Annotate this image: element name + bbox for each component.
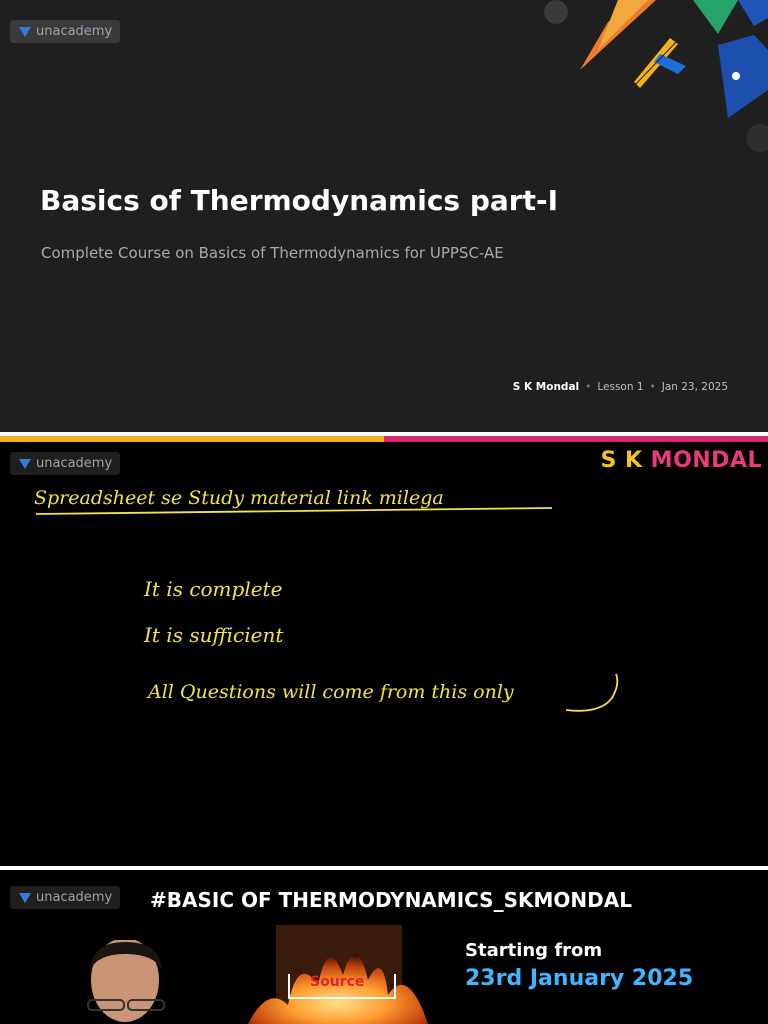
brand-surname: MONDAL — [650, 448, 762, 473]
course-title: Basics of Thermodynamics part-I — [40, 184, 558, 217]
lesson-number: Lesson 1 — [597, 381, 644, 393]
brand-initials: S K — [600, 448, 651, 473]
logo-text: unacademy — [36, 24, 113, 39]
unacademy-logo — [10, 886, 120, 909]
separator-dot: • — [649, 381, 656, 393]
course-hashtag: #BASIC OF THERMODYNAMICS_SKMONDAL — [150, 888, 632, 912]
lesson-meta — [513, 381, 728, 393]
source-label: Source — [310, 974, 365, 990]
start-date: 23rd January 2025 — [465, 966, 694, 991]
author-name: S K Mondal — [512, 381, 580, 393]
whiteboard-panel — [0, 436, 768, 866]
lesson-date: Jan 23, 2025 — [661, 381, 728, 393]
unacademy-logo-icon — [18, 892, 32, 904]
unacademy-logo — [10, 20, 120, 43]
starting-label: Starting from — [465, 940, 603, 961]
instructor-photo — [70, 940, 180, 1024]
promo-banner-panel — [0, 870, 768, 1024]
note-line-1: Spreadsheet se Study material link milega — [34, 487, 444, 509]
handwritten-notes — [0, 436, 768, 866]
logo-text: unacademy — [36, 456, 113, 471]
note-line-2: It is complete — [144, 577, 283, 601]
course-subtitle: Complete Course on Basics of Thermodynamics for UPPSC-AE — [41, 244, 504, 262]
decorative-shapes — [528, 0, 768, 170]
emphasis-stroke — [566, 674, 617, 711]
logo-text: unacademy — [36, 890, 113, 905]
unacademy-logo-icon — [18, 26, 32, 38]
note-line-3: It is sufficient — [144, 623, 284, 647]
course-title-panel — [0, 0, 768, 432]
note-line-4: All Questions will come from this only — [148, 681, 514, 703]
separator-dot: • — [585, 381, 592, 393]
